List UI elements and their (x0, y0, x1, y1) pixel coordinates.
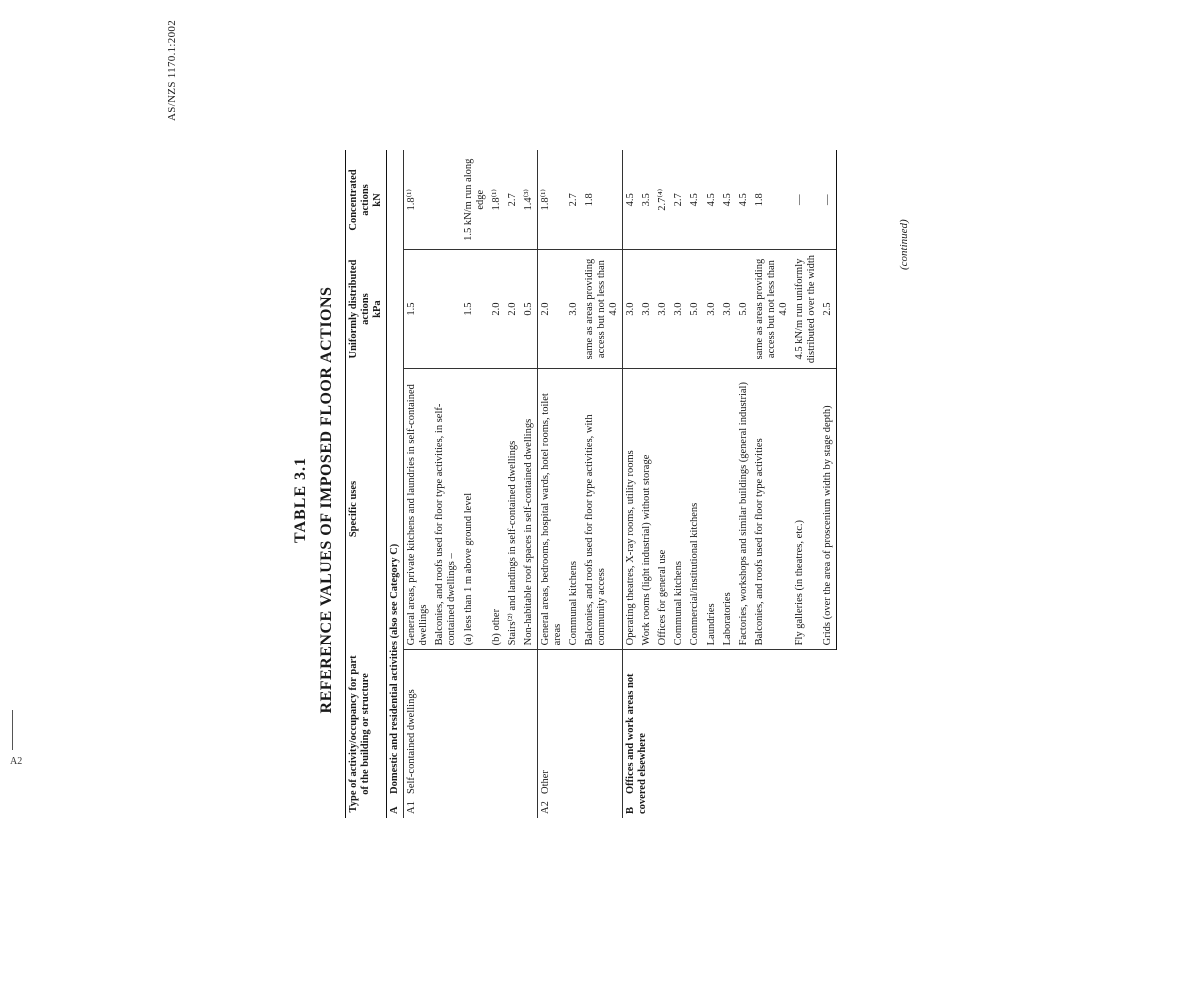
header-udl: Uniformly distributed actions kPa (346, 250, 387, 368)
cell-spec: Offices for general use (655, 368, 671, 650)
cell-spec: Factories, workshops and similar buildings (general industrial) (736, 368, 752, 650)
category-a-row: ADomestic and residential activities (also see Category C) (389, 543, 401, 814)
cell-udl: 3.0 (655, 250, 671, 368)
cell-conc: 1.8⁽¹⁾ (489, 150, 505, 250)
cell-spec: General areas, private kitchens and laundries in self-contained dwellings (404, 368, 433, 650)
cell-udl: 2.0 (505, 250, 521, 368)
cell-spec: Operating theatres, X-ray rooms, utility rooms (623, 368, 640, 650)
header-type: Type of activity/occupancy for part of the building or structure (346, 650, 387, 818)
cell-spec: Grids (over the area of proscenium width by stage depth) (820, 368, 837, 650)
cell-udl: 4.5 kN/m run uniformly distributed over the width (792, 250, 820, 368)
cell-spec: Stairs⁽²⁾ and landings in self-contained dwellings (505, 368, 521, 650)
cell-conc: 1.8⁽¹⁾ (537, 150, 566, 250)
page-number-rule (12, 710, 13, 750)
cell-conc: 1.8 (752, 150, 792, 250)
cell-udl: 3.0 (566, 250, 582, 368)
cell-udl: 1.5 (461, 250, 489, 368)
cell-conc: 3.5 (639, 150, 655, 250)
cell-conc: 4.5 (736, 150, 752, 250)
cell-udl (432, 250, 460, 368)
cell-spec: Balconies, and roofs used for floor type activities, in self-contained dwellings – (432, 368, 460, 650)
group-label-a2: A2Other (537, 650, 622, 818)
cell-conc: 1.8⁽¹⁾ (404, 150, 433, 250)
continued-note: (continued) (898, 219, 910, 270)
cell-udl: 0.5 (521, 250, 538, 368)
cell-conc: 1.4⁽³⁾ (521, 150, 538, 250)
cell-conc: 1.8 (582, 150, 623, 250)
cell-udl: 2.0 (489, 250, 505, 368)
cell-spec: Non-habitable roof spaces in self-contained dwellings (521, 368, 538, 650)
cell-spec: (a) less than 1 m above ground level (461, 368, 489, 650)
cell-conc: — (820, 150, 837, 250)
cell-udl: 2.5 (820, 250, 837, 368)
header-concentrated: Concentrated actions kN (346, 150, 387, 250)
cell-udl: 3.0 (720, 250, 736, 368)
cell-spec: Work rooms (light industrial) without storage (639, 368, 655, 650)
cell-conc: 4.5 (623, 150, 640, 250)
group-label-a1: A1Self-contained dwellings (404, 650, 538, 818)
table-title: REFERENCE VALUES OF IMPOSED FLOOR ACTIONS (318, 286, 335, 714)
cell-spec: Communal kitchens (566, 368, 582, 650)
cell-spec: General areas, bedrooms, hospital wards, hotel rooms, toilet areas (537, 368, 566, 650)
cell-spec: Laboratories (720, 368, 736, 650)
cell-conc: 4.5 (687, 150, 703, 250)
cell-udl: 3.0 (704, 250, 720, 368)
table-row (404, 150, 433, 818)
cell-conc: 2.7⁽⁴⁾ (655, 150, 671, 250)
cell-conc: 4.5 (720, 150, 736, 250)
cell-udl: same as areas providing access but not less than 4.0 (582, 250, 623, 368)
cell-spec: Communal kitchens (671, 368, 687, 650)
cell-spec: (b) other (489, 368, 505, 650)
table-number: TABLE 3.1 (292, 456, 309, 544)
cell-conc: 2.7 (505, 150, 521, 250)
cell-conc (432, 150, 460, 250)
rotated-page (150, 0, 1030, 1000)
cell-conc: 2.7 (566, 150, 582, 250)
standard-reference: AS/NZS 1170.1:2002 (166, 20, 178, 121)
cell-udl: 1.5 (404, 250, 433, 368)
cell-udl: 5.0 (687, 250, 703, 368)
cell-conc: 1.5 kN/m run along edge (461, 150, 489, 250)
table-row (537, 150, 566, 818)
cell-conc: 4.5 (704, 150, 720, 250)
header-specific-uses: Specific uses (346, 368, 387, 650)
cell-udl: 3.0 (671, 250, 687, 368)
cell-udl: 3.0 (623, 250, 640, 368)
cell-conc: — (792, 150, 820, 250)
cell-udl: 2.0 (537, 250, 566, 368)
cell-spec: Fly galleries (in theatres, etc.) (792, 368, 820, 650)
cell-spec: Balconies, and roofs used for floor type activities, with community access (582, 368, 623, 650)
cell-conc: 2.7 (671, 150, 687, 250)
group-label-b: BOffices and work areas not covered elsewhere (623, 650, 837, 818)
cell-udl: same as areas providing access but not less than 4.0 (752, 250, 792, 368)
cell-spec: Balconies, and roofs used for floor type activities (752, 368, 792, 650)
cell-udl: 5.0 (736, 250, 752, 368)
cell-spec: Laundries (704, 368, 720, 650)
page-number: A2 (10, 756, 23, 767)
imposed-actions-table (345, 150, 837, 818)
cell-spec: Commercial/institutional kitchens (687, 368, 703, 650)
cell-udl: 3.0 (639, 250, 655, 368)
table-row (623, 150, 640, 818)
